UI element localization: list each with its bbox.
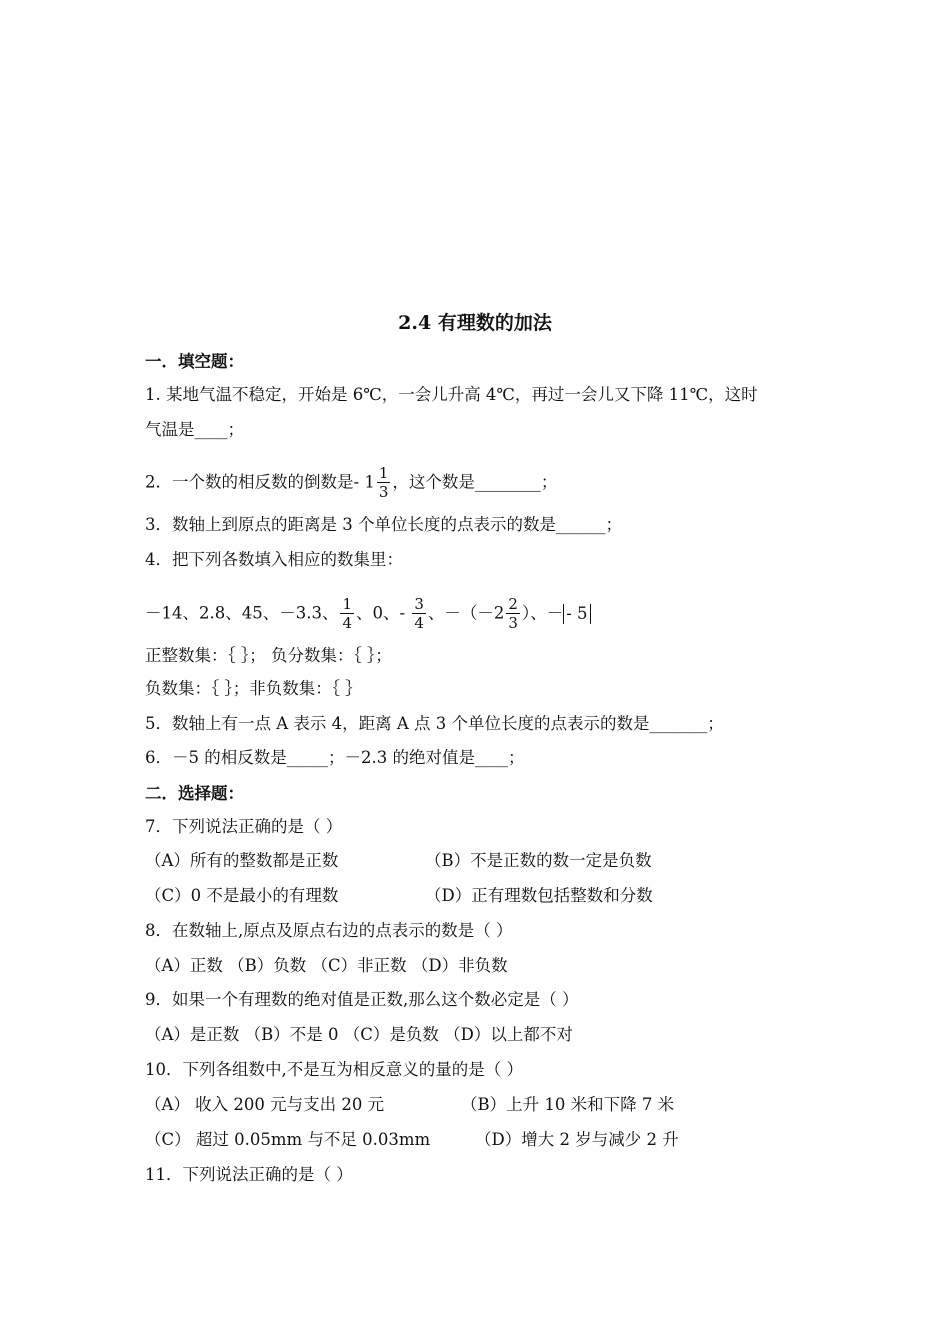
option-b: （B）不是正数的数一定是负数 xyxy=(425,851,652,870)
question-10-options-row-2 xyxy=(145,1130,679,1150)
question-8-stem: 8．在数轴上,原点及原点右边的点表示的数是（ ） xyxy=(145,921,513,940)
question-7-options-row-1 xyxy=(145,851,652,871)
number-list-part-4: ）、－ xyxy=(521,603,564,623)
question-7-stem: 7．下列说法正确的是（ ） xyxy=(145,817,343,836)
question-2-suffix: ，这个数是________； xyxy=(392,472,558,492)
question-9-options: （A）是正数 （B）不是 0 （C）是负数 （D）以上都不对 xyxy=(145,1025,573,1044)
question-9-stem: 9．如果一个有理数的绝对值是正数,那么这个数必定是（ ） xyxy=(145,990,579,1009)
fraction-denominator: 3 xyxy=(378,483,389,501)
question-2 xyxy=(145,466,557,500)
fraction-denominator: 4 xyxy=(414,614,424,632)
number-list xyxy=(145,597,591,631)
question-8-options: （A）正数 （B）负数 （C）非正数 （D）非负数 xyxy=(145,956,508,975)
sets-line-1: 正整数集：｛ ｝； 负分数集：｛ ｝； xyxy=(145,646,392,665)
number-list-sign: - xyxy=(399,603,406,623)
option-a: （A）所有的整数都是正数 xyxy=(145,851,339,870)
fraction-one-quarter xyxy=(340,597,354,631)
option-c: （C） 超过 0.05mm 与不足 0.03mm xyxy=(145,1130,431,1149)
fraction-three-quarters xyxy=(412,597,426,631)
number-list-part-1: －14、2.8、45、－3.3、 xyxy=(145,603,339,623)
page-title: 2.4 有理数的加法 xyxy=(398,312,552,334)
question-11-stem: 11．下列说法正确的是（ ） xyxy=(145,1165,353,1184)
question-10-stem: 10．下列各组数中,不是互为相反意义的量的是（ ） xyxy=(145,1060,523,1079)
question-1-line-2: 气温是____； xyxy=(145,420,244,439)
question-10-options-row-1 xyxy=(145,1095,674,1115)
option-c: （C）0 不是最小的有理数 xyxy=(145,886,339,905)
fraction-numerator: 2 xyxy=(508,595,518,613)
question-4: 4．把下列各数填入相应的数集里： xyxy=(145,550,403,569)
section-multiple-choice-heading: 二．选择题： xyxy=(145,784,244,803)
question-1-line-1: 1. 某地气温不稳定，开始是 6℃，一会儿升高 4℃，再过一会儿又下降 11℃，这时 xyxy=(145,385,758,404)
fraction-numerator: 3 xyxy=(414,595,424,613)
question-2-fraction xyxy=(377,466,391,500)
option-b: （B）上升 10 米和下降 7 米 xyxy=(461,1095,675,1114)
absolute-value: - 5 xyxy=(563,604,590,624)
question-6: 6．－5 的相反数是_____；－2.3 的绝对值是____； xyxy=(145,748,525,767)
number-list-part-3: 、－（－2 xyxy=(427,603,505,623)
question-2-whole: 1 xyxy=(364,472,375,492)
question-5: 5．数轴上有一点 A 表示 4，距离 A 点 3 个单位长度的点表示的数是_______； xyxy=(145,714,724,733)
question-7-options-row-2 xyxy=(145,886,653,906)
option-a: （A） 收入 200 元与支出 20 元 xyxy=(145,1095,385,1114)
question-3: 3．数轴上到原点的距离是 3 个单位长度的点表示的数是______； xyxy=(145,515,622,534)
question-2-prefix: 2．一个数的相反数的倒数是 xyxy=(145,472,354,492)
option-d: （D）正有理数包括整数和分数 xyxy=(425,886,653,905)
fraction-numerator: 1 xyxy=(342,595,353,613)
sets-line-2: 负数集：｛ ｝；非负数集：｛ ｝ xyxy=(145,679,362,698)
fraction-two-thirds xyxy=(506,597,520,631)
fraction-denominator: 3 xyxy=(508,614,518,632)
option-d: （D）增大 2 岁与减少 2 升 xyxy=(475,1130,679,1149)
question-2-sign: - xyxy=(353,472,360,492)
number-list-part-2: 、0、 xyxy=(356,603,400,623)
fraction-numerator: 1 xyxy=(378,464,389,482)
section-fill-blank-heading: 一．填空题： xyxy=(145,352,244,371)
fraction-denominator: 4 xyxy=(342,614,353,632)
